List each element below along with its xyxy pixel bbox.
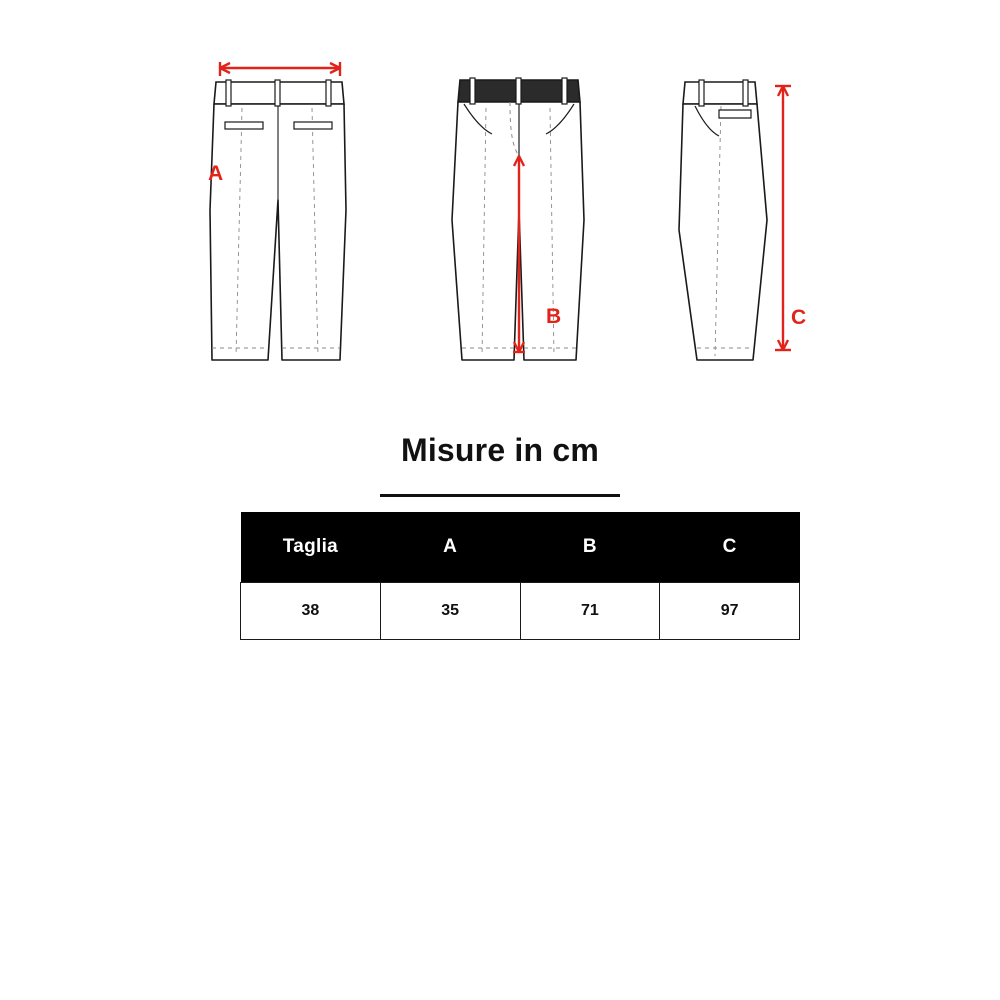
cell-c: 97 xyxy=(660,583,800,640)
size-table xyxy=(240,512,800,640)
size-table-body xyxy=(241,583,800,640)
trousers-side-illustration xyxy=(655,60,830,390)
measure-label-c: C xyxy=(791,306,807,329)
page-title: Misure in cm xyxy=(400,432,599,468)
size-table-head xyxy=(241,512,800,583)
header-a: A xyxy=(380,512,520,583)
header-c: C xyxy=(660,512,800,583)
trousers-side-view xyxy=(655,60,830,390)
trousers-front-illustration xyxy=(430,60,605,390)
measure-label-a: A xyxy=(208,162,224,185)
cell-b: 71 xyxy=(520,583,660,640)
trousers-back-view xyxy=(190,60,370,390)
cell-a: 35 xyxy=(380,583,520,640)
header-taglia: Taglia xyxy=(241,512,381,583)
trousers-back-illustration xyxy=(190,60,370,390)
title-divider xyxy=(380,494,620,497)
table-row xyxy=(241,583,800,640)
size-table-wrapper xyxy=(240,512,800,640)
header-b: B xyxy=(520,512,660,583)
cell-taglia: 38 xyxy=(241,583,381,640)
table-header-row xyxy=(241,512,800,583)
trousers-front-view xyxy=(430,60,605,390)
garment-diagrams xyxy=(0,60,1000,420)
measure-label-b: B xyxy=(546,305,562,328)
